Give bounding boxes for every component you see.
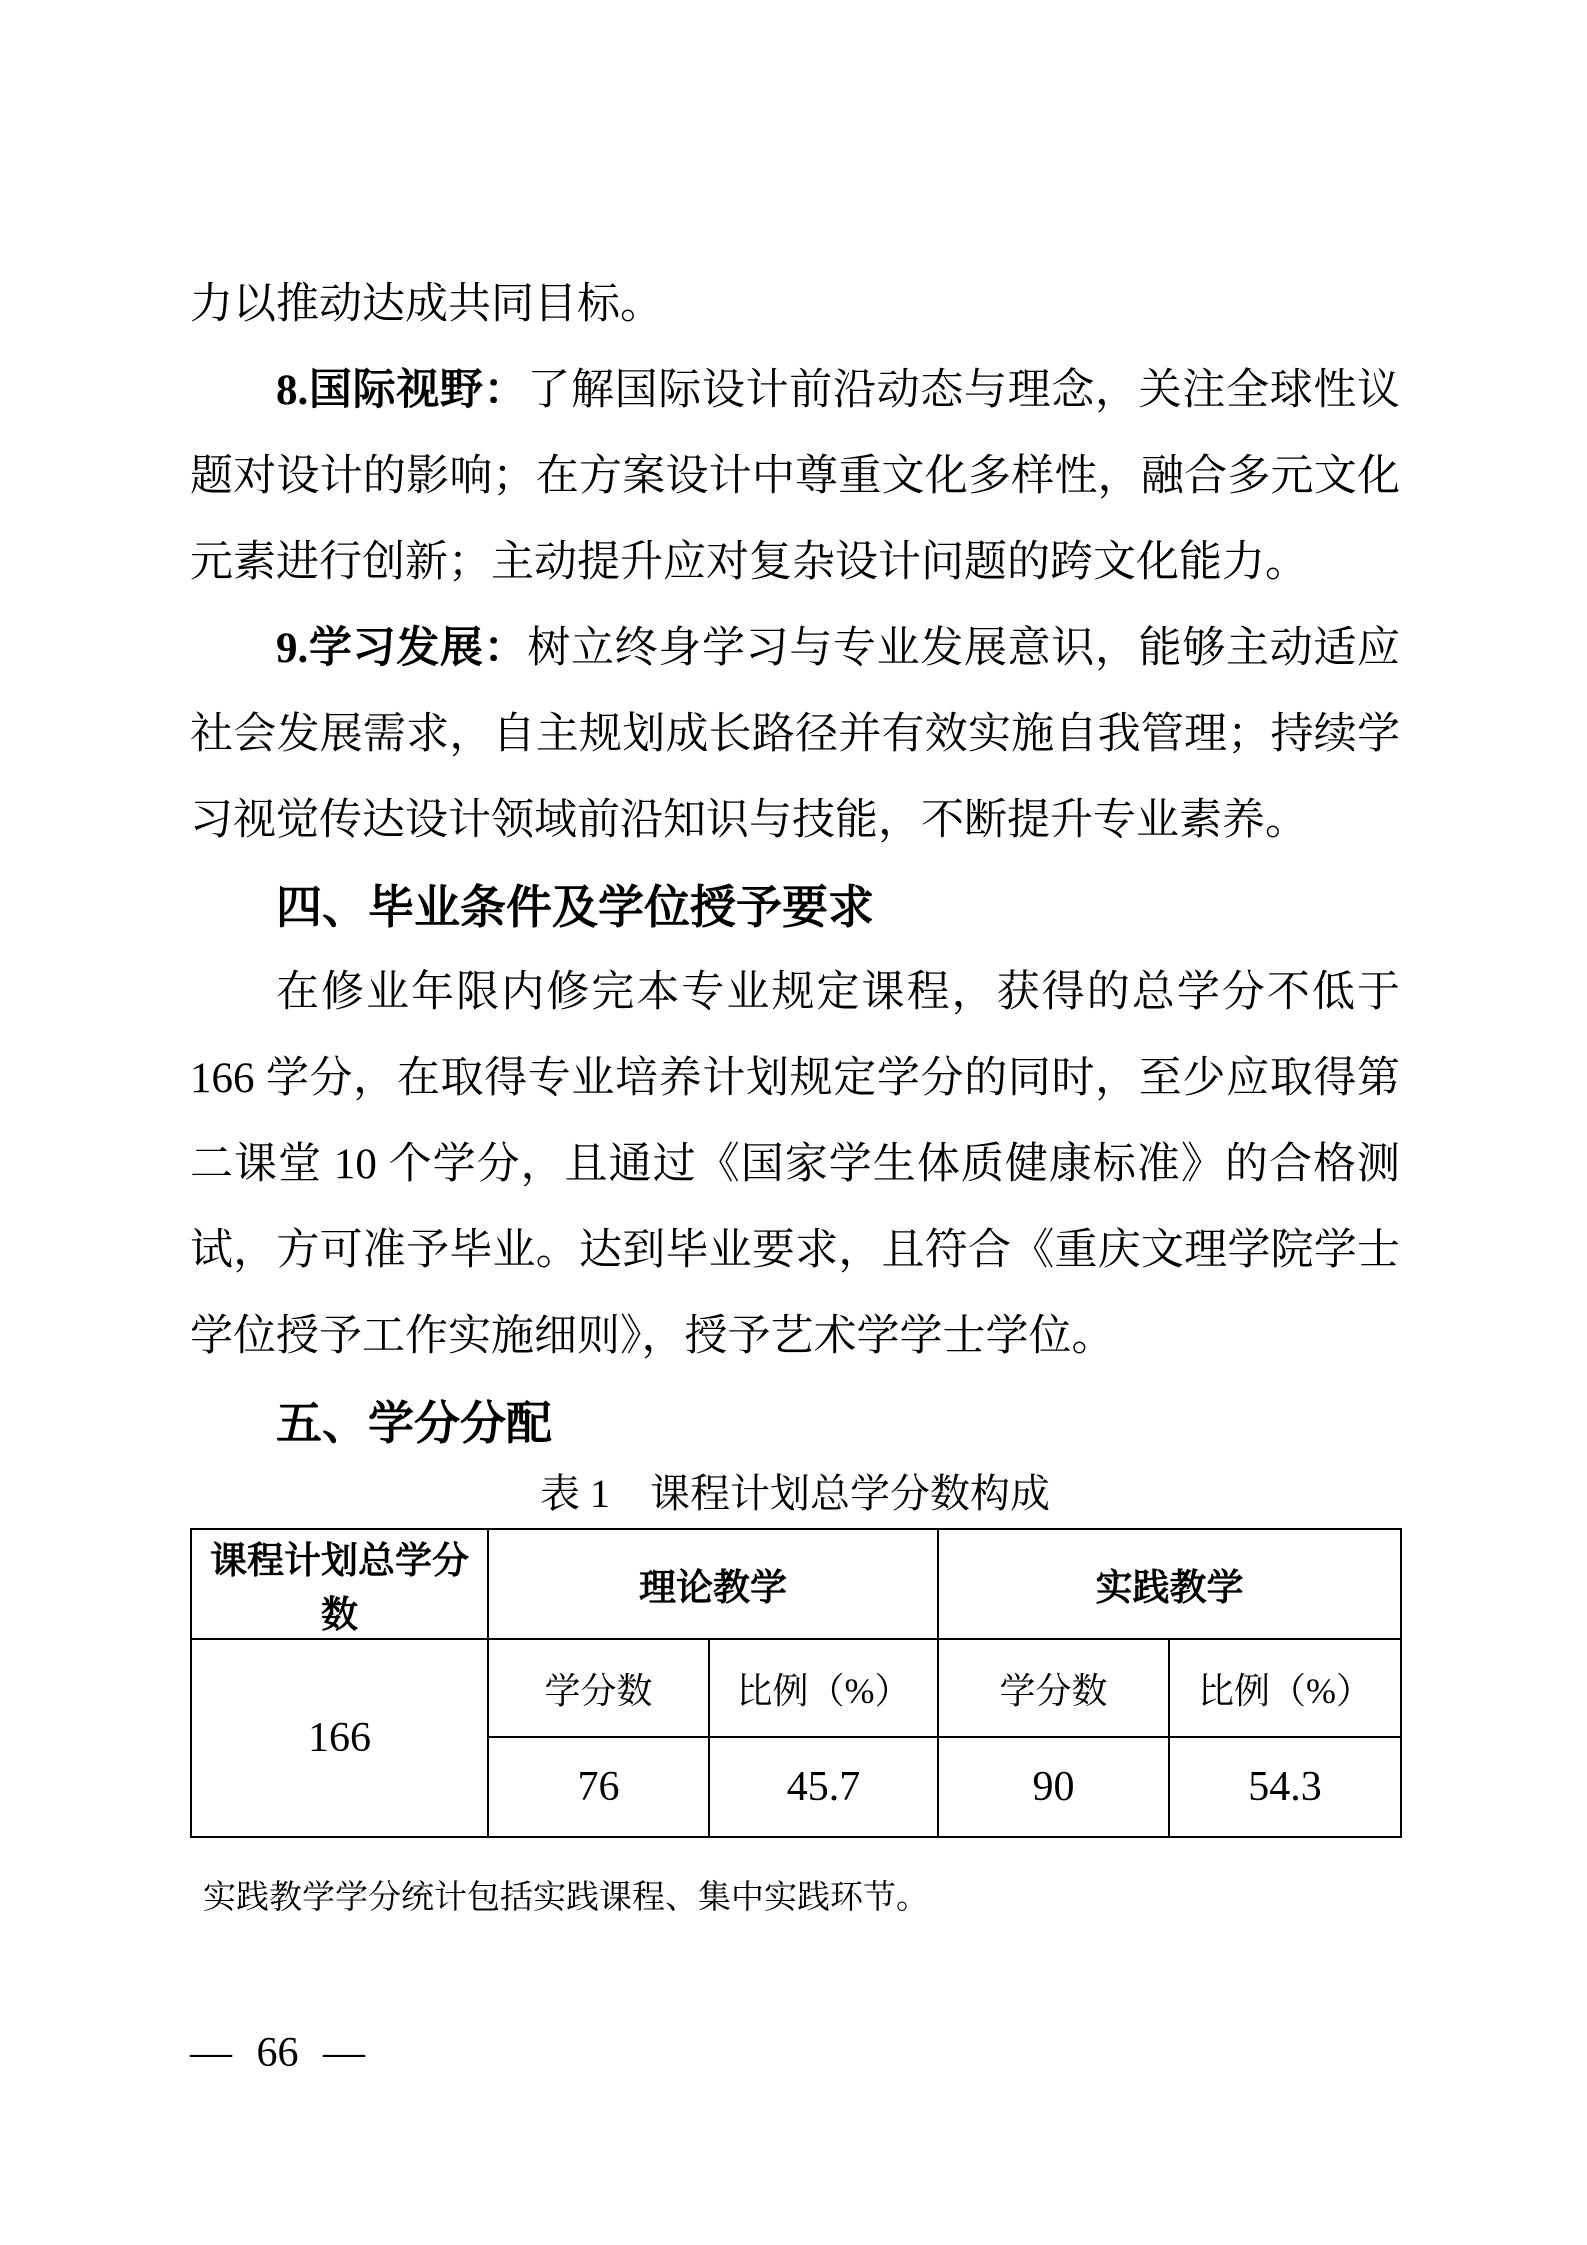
- table-footnote: 实践教学学分统计包括实践课程、集中实践环节。: [203, 1880, 929, 1916]
- header-total-credits: 课程计划总学分数: [191, 1529, 488, 1639]
- paragraph-continuation: 力以推动达成共同目标。: [190, 281, 663, 328]
- table-caption: 表 1 课程计划总学分数构成: [540, 1471, 1050, 1516]
- paragraph-graduation-requirements: 在修业年限内修完本专业规定课程，获得的总学分不低于 166 学分，在取得专业培养计划规定学分的同时，至少应取得第二课堂 10 个学分，且通过《国家学生体质健康标准》的合格测试，方可准予毕业。达到毕业要求，且符合《重庆文理学院学士学位授予工作实施细则》，授予艺术学学士学位。: [190, 969, 1400, 1360]
- subheader-theory-ratio: 比例（%）: [709, 1639, 938, 1737]
- subheader-practice-ratio: 比例（%）: [1169, 1639, 1401, 1737]
- section-heading-4: 四、毕业条件及学位授予要求: [276, 881, 874, 933]
- cell-theory-ratio: 45.7: [709, 1737, 938, 1837]
- item-9-text: 树立终身学习与专业发展意识，能够主动适应社会发展需求，自主规划成长路径并有效实施自我管理；持续学习视觉传达设计领域前沿知识与技能，不断提升专业素养。: [190, 625, 1401, 844]
- table-header-row: [191, 1529, 1401, 1639]
- cell-total-credits-value: 166: [191, 1639, 488, 1837]
- page-number: — 66 —: [190, 2030, 365, 2076]
- item-9-label: 9.学习发展：: [276, 625, 528, 672]
- section-heading-5: 五、学分分配: [276, 1397, 552, 1449]
- cell-practice-credits: 90: [938, 1737, 1169, 1837]
- cell-practice-ratio: 54.3: [1169, 1737, 1401, 1837]
- subheader-theory-credits: 学分数: [488, 1639, 709, 1737]
- page-content: [190, 262, 1400, 1918]
- subheader-practice-credits: 学分数: [938, 1639, 1169, 1737]
- item-8-label: 8.国际视野：: [276, 367, 528, 414]
- paragraph-item-9: [190, 606, 1400, 864]
- credits-table: [190, 1528, 1402, 1838]
- item-8-text: 了解国际设计前沿动态与理念，关注全球性议题对设计的影响；在方案设计中尊重文化多样性，融合多元文化元素进行创新；主动提升应对复杂设计问题的跨文化能力。: [190, 367, 1401, 586]
- header-practice-teaching: 实践教学: [938, 1529, 1401, 1639]
- table-subheader-row: [191, 1639, 1401, 1737]
- paragraph-item-8: [190, 348, 1400, 606]
- header-theory-teaching: 理论教学: [488, 1529, 938, 1639]
- cell-theory-credits: 76: [488, 1737, 709, 1837]
